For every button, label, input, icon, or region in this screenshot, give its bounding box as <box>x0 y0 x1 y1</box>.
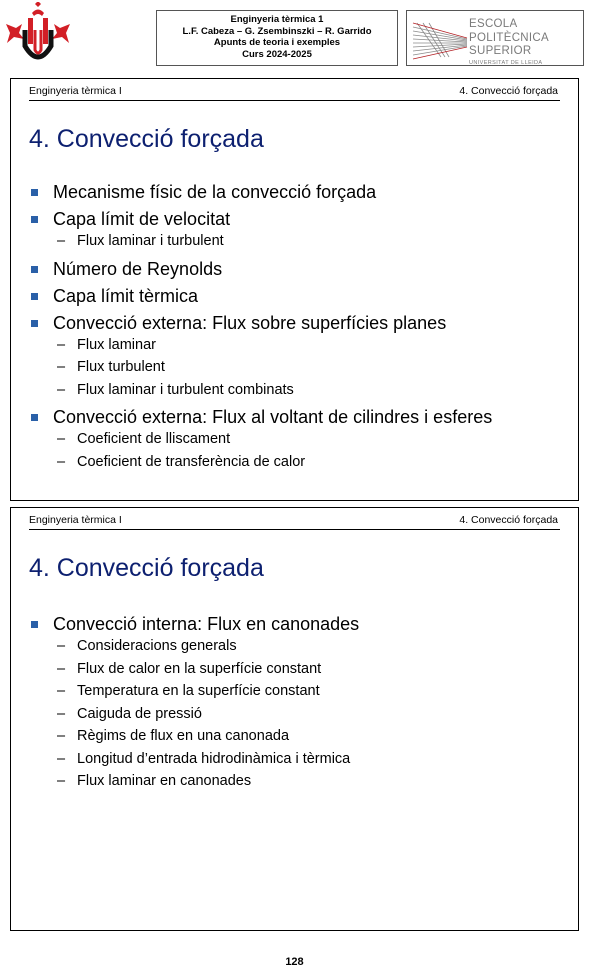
school-name <box>469 18 583 67</box>
header-year-line: Curs 2024-2025 <box>242 48 312 60</box>
slide-title: 4. Convecció forçada <box>29 554 264 582</box>
bullet-item: Capa límit tèrmica <box>31 286 568 309</box>
sub-bullet-item: – Coeficient de transferència de calor <box>31 453 568 476</box>
sub-bullet-item: – Longitud d’entrada hidrodinàmica i tèrmica <box>31 750 568 773</box>
document-header-box <box>156 10 398 66</box>
sub-bullet-item: – Flux laminar i turbulent <box>31 232 568 255</box>
slide-course-label: Enginyeria tèrmica I <box>29 514 122 526</box>
slide-2 <box>10 507 579 931</box>
school-university: UNIVERSITAT DE LLEIDA <box>469 59 543 66</box>
sub-bullet-item: – Coeficient de lliscament <box>31 430 568 453</box>
slide-bullet-list <box>31 182 568 475</box>
header-notes-line: Apunts de teoria i exemples <box>213 37 341 48</box>
sub-bullet-item: – Flux laminar en canonades <box>31 772 568 795</box>
bullet-item: Mecanisme físic de la convecció forçada <box>31 182 568 205</box>
eps-lines-icon <box>411 17 469 61</box>
bullet-item: Convecció externa: Flux al voltant de cilindres i esferes <box>31 407 568 430</box>
sub-bullet-item: – Flux laminar i turbulent combinats <box>31 381 568 404</box>
bullet-item: Convecció interna: Flux en canonades <box>31 614 568 637</box>
sub-bullet-item: – Consideracions generals <box>31 637 568 660</box>
slide-course-label: Enginyeria tèrmica I <box>29 85 122 97</box>
sub-bullet-item: – Flux de calor en la superfície constant <box>31 660 568 683</box>
school-logo-box <box>406 10 584 66</box>
sub-bullet-item: – Flux turbulent <box>31 358 568 381</box>
sub-bullet-item: – Caiguda de pressió <box>31 705 568 728</box>
bullet-item: Número de Reynolds <box>31 259 568 282</box>
slide-header <box>29 513 560 530</box>
bullet-item: Convecció externa: Flux sobre superfícies planes <box>31 313 568 336</box>
school-name-line2: POLITÈCNICA SUPERIOR <box>469 31 549 57</box>
slide-header <box>29 84 560 101</box>
page-number: 128 <box>285 956 304 968</box>
udl-logo-icon <box>2 2 74 64</box>
slide-title: 4. Convecció forçada <box>29 125 264 153</box>
header-course-line: Enginyeria tèrmica 1 <box>230 14 324 25</box>
page-header <box>0 0 589 70</box>
sub-bullet-item: – Règims de flux en una canonada <box>31 727 568 750</box>
slide-bullet-list <box>31 614 568 795</box>
slide-1 <box>10 78 579 501</box>
sub-bullet-item: – Temperatura en la superfície constant <box>31 682 568 705</box>
sub-bullet-item: – Flux laminar <box>31 336 568 359</box>
bullet-item: Capa límit de velocitat <box>31 209 568 232</box>
slide-section-label: 4. Convecció forçada <box>459 514 558 526</box>
slide-section-label: 4. Convecció forçada <box>459 85 558 97</box>
school-name-line1: ESCOLA <box>469 18 518 30</box>
header-authors-line: L.F. Cabeza – G. Zsembinszki – R. Garrido <box>182 25 372 37</box>
